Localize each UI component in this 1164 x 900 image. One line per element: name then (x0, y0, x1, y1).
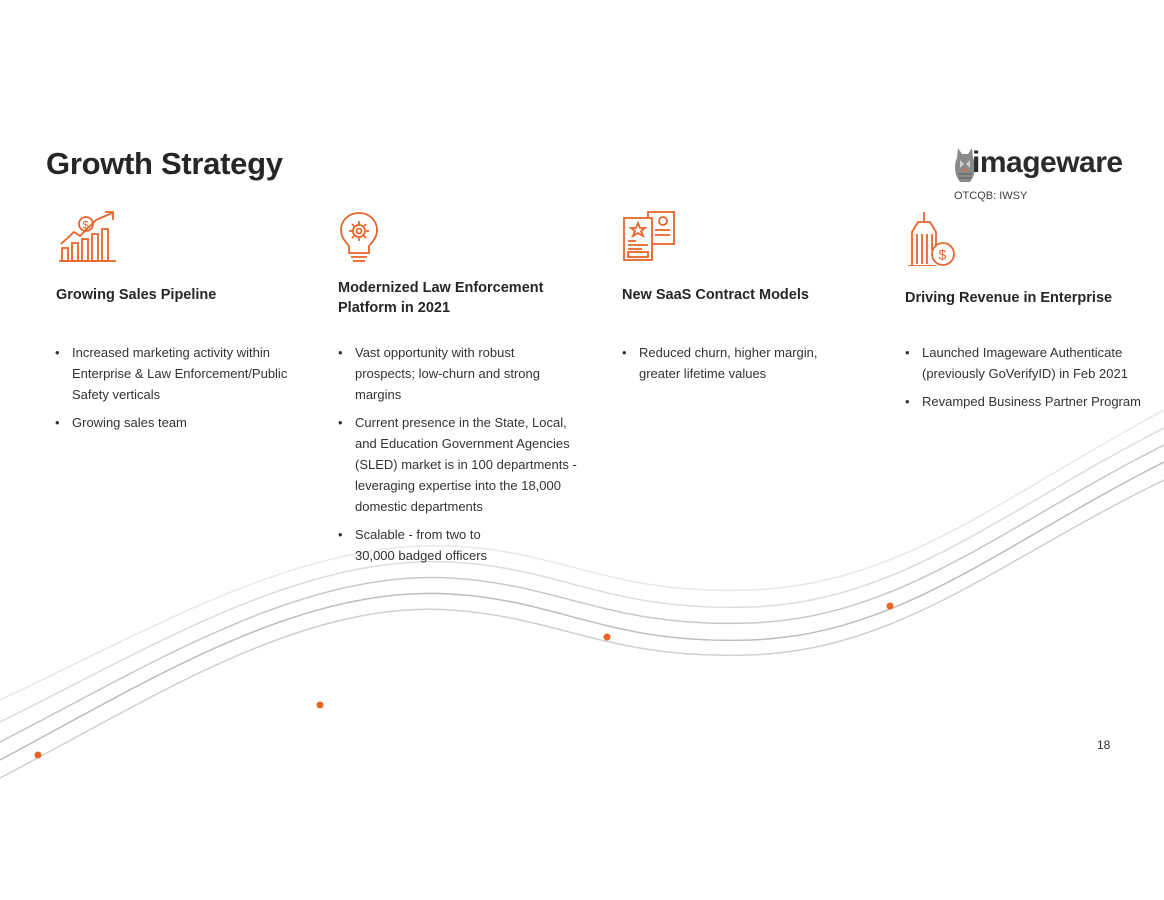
column-title: New SaaS Contract Models (622, 287, 809, 303)
wave-lines (0, 410, 1164, 778)
svg-text:$: $ (82, 219, 89, 232)
column-title: Driving Revenue in Enterprise (905, 290, 1113, 306)
wave-line (0, 462, 1164, 760)
bullet-list (338, 342, 578, 573)
bullet-list (622, 342, 842, 391)
column-title: Modernized Law Enforcement Platform in 2021 (338, 280, 544, 316)
bullet-item: • Revamped Business Partner Program (905, 391, 1155, 412)
column-title: Growing Sales Pipeline (56, 287, 217, 303)
wave-line (0, 480, 1164, 778)
bullet-item: • Increased marketing activity within Enterprise & Law Enforcement/Public Safety verticals (55, 342, 305, 405)
timeline-dot (317, 702, 324, 709)
growth-chart-icon (58, 210, 118, 266)
bullet-list (55, 342, 305, 440)
slide-title: Growth Strategy (46, 146, 283, 181)
bullet-item: • Growing sales team (55, 412, 305, 433)
bullet-list (905, 342, 1155, 419)
page-number: 18 (1097, 738, 1111, 752)
logo-wordmark: imageware (972, 146, 1123, 179)
stock-ticker: OTCQB: IWSY (954, 190, 1028, 202)
wave-line (0, 410, 1164, 700)
bullet-item: • Launched Imageware Authenticate (previously GoVerifyID) in Feb 2021 (905, 342, 1155, 384)
wave-line (0, 445, 1164, 742)
timeline-dot (604, 634, 611, 641)
contract-documents-icon (620, 210, 680, 266)
timeline-dot (35, 752, 42, 759)
bullet-item: • Vast opportunity with robust prospects; low-churn and strong margins (338, 342, 578, 405)
timeline-dot (887, 603, 894, 610)
bullet-item: • Scalable - from two to 30,000 badged officers (338, 524, 578, 566)
bullet-item: • Current presence in the State, Local, and Education Government Agencies (SLED) market is in 100 departments - leveraging expertise into the 18,000 domestic departments (338, 412, 578, 517)
svg-text:$: $ (938, 246, 947, 263)
lightbulb-gear-icon (330, 210, 390, 266)
bullet-item: • Reduced churn, higher margin, greater lifetime values (622, 342, 842, 384)
company-logo (950, 140, 1130, 210)
building-dollar-icon (904, 210, 964, 266)
